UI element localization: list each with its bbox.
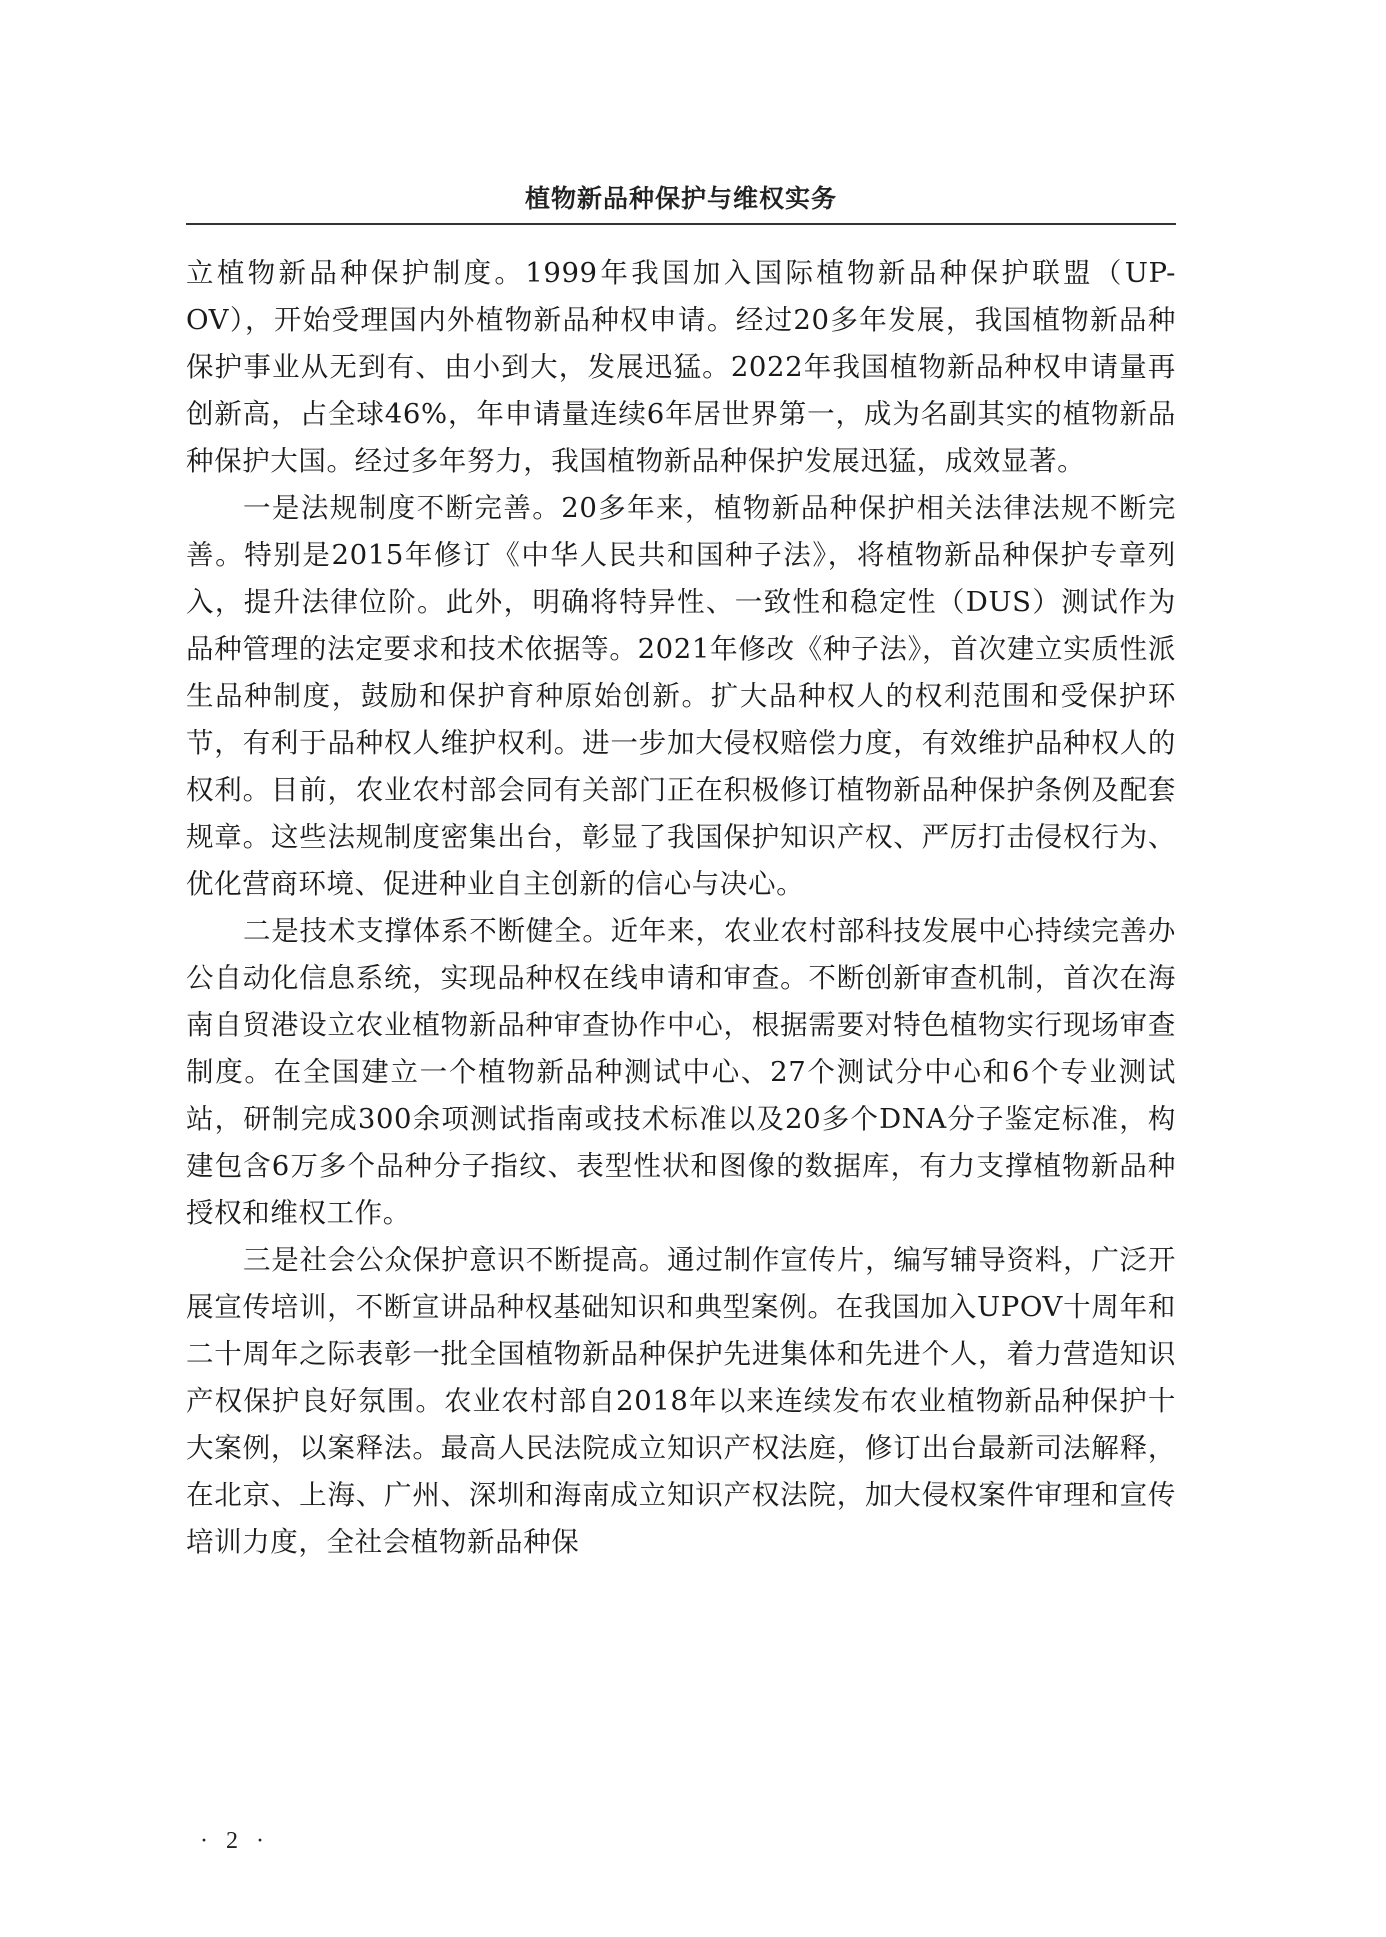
paragraph-technical-support: 二是技术支撑体系不断健全。近年来，农业农村部科技发展中心持续完善办公自动化信息系统，实现品种权在线申请和审查。不断创新审查机制，首次在海南自贸港设立农业植物新品种审查协作中心，根据需要对特色植物实行现场审查制度。在全国建立一个植物新品种测试中心、27个测试分中心和6个专业测试站，研制完成300余项测试指南或技术标准以及20多个DNA分子鉴定标准，构建包含6万多个品种分子指纹、表型性状和图像的数据库，有力支撑植物新品种授权和维权工作。 (186, 915, 1176, 1229)
paragraph-public-awareness: 三是社会公众保护意识不断提高。通过制作宣传片，编写辅导资料，广泛开展宣传培训，不断宣讲品种权基础知识和典型案例。在我国加入UPOV十周年和二十周年之际表彰一批全国植物新品种保护先进集体和先进个人，着力营造知识产权保护良好氛围。农业农村部自2018年以来连续发布农业植物新品种保护十大案例，以案释法。最高人民法院成立知识产权法庭，修订出台最新司法解释，在北京、上海、广州、深圳和海南成立知识产权法院，加大侵权案件审理和宣传培训力度，全社会植物新品种保 (186, 1244, 1176, 1558)
header-divider (186, 223, 1176, 225)
paragraph-legal-system: 一是法规制度不断完善。20多年来，植物新品种保护相关法律法规不断完善。特别是2015年修订《中华人民共和国种子法》，将植物新品种保护专章列入，提升法律位阶。此外，明确将特异性、一致性和稳定性（DUS）测试作为品种管理的法定要求和技术依据等。2021年修改《种子法》，首次建立实质性派生品种制度，鼓励和保护育种原始创新。扩大品种权人的权利范围和受保护环节，有利于品种权人维护权利。进一步加大侵权赔偿力度，有效维护品种权人的权利。目前，农业农村部会同有关部门正在积极修订植物新品种保护条例及配套规章。这些法规制度密集出台，彰显了我国保护知识产权、严厉打击侵权行为、优化营商环境、促进种业自主创新的信心与决心。 (186, 492, 1176, 900)
page-number: · 2 · (200, 1828, 270, 1854)
paragraph-continuation: 立植物新品种保护制度。1999年我国加入国际植物新品种保护联盟（UP-OV），开始受理国内外植物新品种权申请。经过20多年发展，我国植物新品种保护事业从无到有、由小到大，发展迅猛。2022年我国植物新品种权申请量再创新高，占全球46%，年申请量连续6年居世界第一，成为名副其实的植物新品种保护大国。经过多年努力，我国植物新品种保护发展迅猛，成效显著。 (186, 257, 1176, 477)
running-header-title: 植物新品种保护与维权实务 (524, 184, 837, 213)
body-text (186, 250, 1176, 1566)
